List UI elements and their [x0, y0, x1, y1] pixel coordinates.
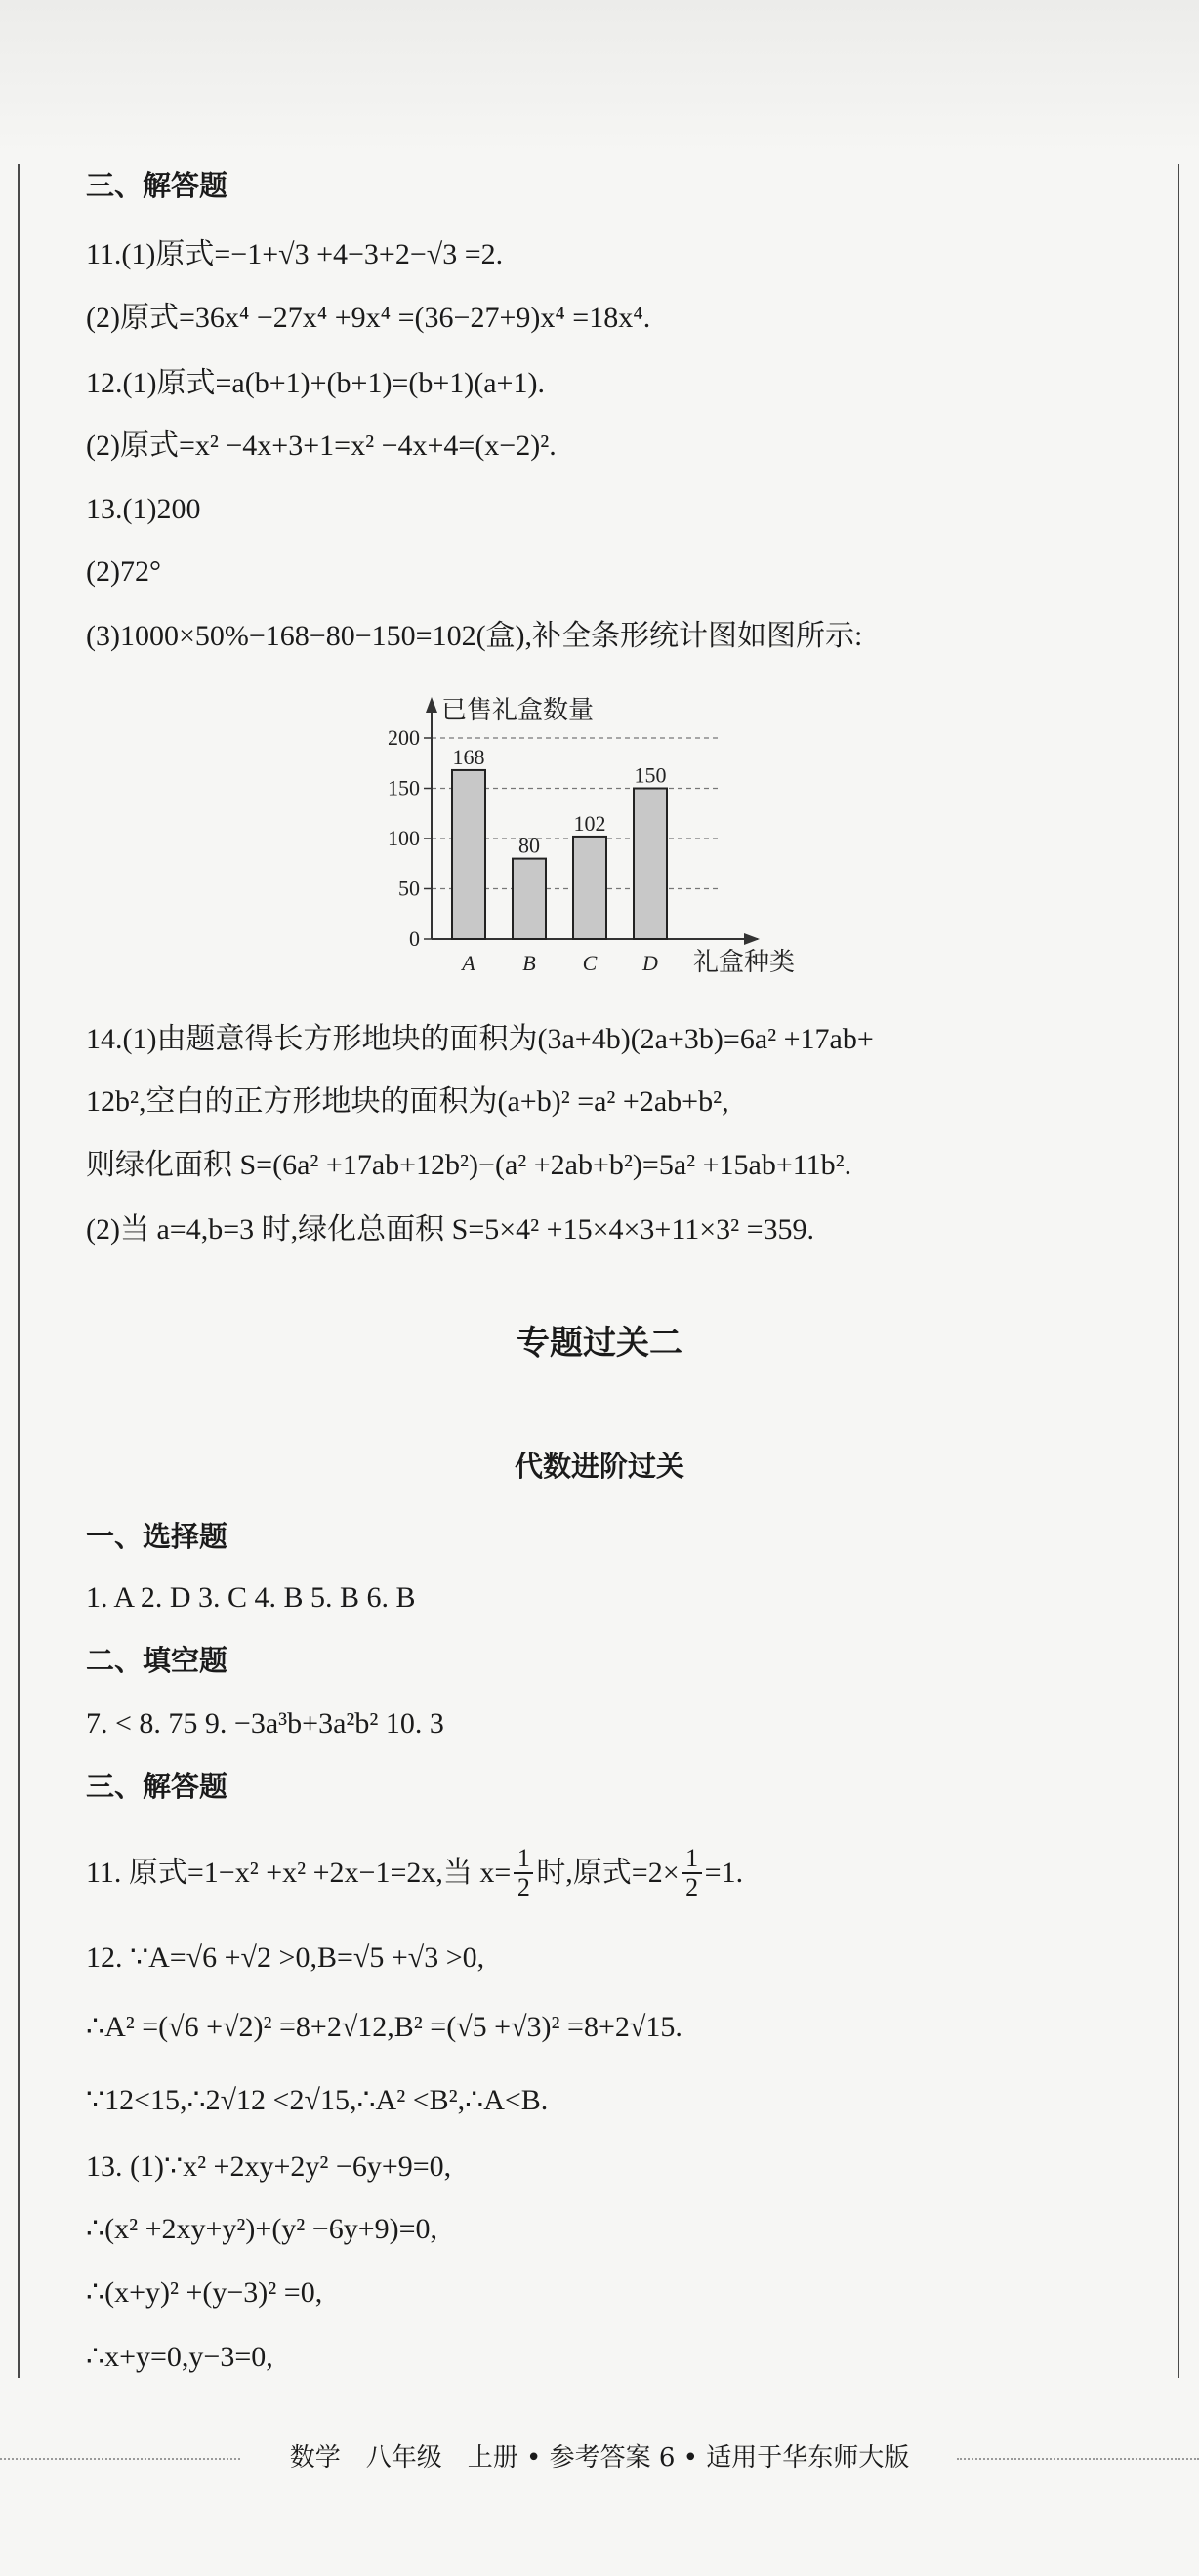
- y-axis-title: 已售礼盒数量: [441, 696, 595, 725]
- bar-value-label: 102: [573, 810, 606, 836]
- x-tick-label: D: [642, 951, 658, 975]
- x-tick-label: C: [582, 951, 598, 975]
- answer-line: (3)1000×50%−168−80−150=102(盒),补全条形统计图如图所示:: [86, 620, 863, 652]
- fraction-denominator: 2: [517, 1873, 530, 1901]
- answer-line: ∴A² =(√6 +√2)² =8+2√12,B² =(√5 +√3)² =8+2√15.: [86, 2011, 682, 2043]
- fraction: [514, 1845, 533, 1901]
- section-heading: 二、填空题: [86, 1644, 228, 1677]
- footer-text: 数学 八年级 上册 • 参考答案 6 • 适用于华东师大版: [289, 2443, 910, 2473]
- answer-line: 1. A 2. D 3. C 4. B 5. B 6. B: [86, 1581, 416, 1614]
- answer-line: ∴(x² +2xy+y²)+(y² −6y+9)=0,: [86, 2213, 438, 2245]
- answer-line: 7. < 8. 75 9. −3a³b+3a²b² 10. 3: [86, 1707, 444, 1739]
- x-axis-title: 礼盒种类: [693, 948, 796, 977]
- y-tick-label: 50: [398, 876, 420, 901]
- subtopic-title: 代数进阶过关: [514, 1450, 684, 1483]
- section-heading: 三、解答题: [86, 169, 228, 202]
- answer-line: 13. (1)∵x² +2xy+2y² −6y+9=0,: [86, 2150, 452, 2183]
- fraction-numerator: 1: [685, 1844, 699, 1872]
- answer-line: 则绿化面积 S=(6a² +17ab+12b²)−(a² +2ab+b²)=5a² +15ab+11b².: [86, 1149, 852, 1181]
- answer-line: 12.(1)原式=a(b+1)+(b+1)=(b+1)(a+1).: [86, 367, 545, 399]
- topic-title: 专题过关二: [517, 1324, 682, 1363]
- y-tick-label: 150: [388, 775, 420, 800]
- right-margin-rule: [1178, 164, 1179, 2378]
- answer-line: ∴(x+y)² +(y−3)² =0,: [86, 2276, 323, 2309]
- answer-line: 13.(1)200: [86, 493, 201, 525]
- bar-value-label: 80: [518, 833, 540, 858]
- answer-line: (2)原式=x² −4x+3+1=x² −4x+4=(x−2)².: [86, 429, 557, 462]
- y-tick-label: 100: [388, 826, 420, 850]
- fraction-denominator: 2: [685, 1873, 699, 1901]
- answer-line: ∵12<15,∴2√12 <2√15,∴A² <B²,∴A<B.: [86, 2084, 549, 2116]
- bar-value-label: 168: [452, 744, 485, 769]
- y-tick-label: 200: [388, 725, 420, 750]
- answer-text: 11. 原式=1−x² +x² +2x−1=2x,当 x=: [86, 1857, 512, 1889]
- bar-chart: [367, 689, 826, 984]
- x-tick-label: A: [462, 951, 475, 975]
- bar: [513, 859, 546, 939]
- bar-value-label: 150: [634, 762, 667, 788]
- answer-line: (2)72°: [86, 555, 161, 588]
- y-axis-arrow: [426, 697, 437, 713]
- answer-line: 12b²,空白的正方形地块的面积为(a+b)² =a² +2ab+b²,: [86, 1085, 729, 1118]
- page-top-shade: [0, 0, 1199, 156]
- page-footer: [0, 2438, 1199, 2477]
- answer-line: 14.(1)由题意得长方形地块的面积为(3a+4b)(2a+3b)=6a² +17ab+: [86, 1023, 874, 1055]
- answer-line: (2)原式=36x⁴ −27x⁴ +9x⁴ =(36−27+9)x⁴ =18x⁴.: [86, 302, 651, 334]
- section-heading: 三、解答题: [86, 1770, 228, 1803]
- answer-text: =1.: [704, 1857, 744, 1889]
- y-tick-label: 0: [409, 926, 420, 951]
- x-axis-arrow: [744, 933, 760, 945]
- answer-line-with-fraction: [86, 1845, 743, 1901]
- bar: [452, 770, 485, 939]
- answer-line: ∴x+y=0,y−3=0,: [86, 2341, 273, 2373]
- fraction-numerator: 1: [517, 1844, 530, 1872]
- answer-text: 时,原式=2×: [536, 1857, 680, 1889]
- answer-line: 12. ∵A=√6 +√2 >0,B=√5 +√3 >0,: [86, 1942, 485, 1974]
- bar: [634, 789, 667, 940]
- answer-line: (2)当 a=4,b=3 时,绿化总面积 S=5×4² +15×4×3+11×3² =359.: [86, 1213, 815, 1246]
- x-tick-label: B: [522, 951, 536, 975]
- answer-line: 11.(1)原式=−1+√3 +4−3+2−√3 =2.: [86, 238, 504, 270]
- section-heading: 一、选择题: [86, 1520, 228, 1553]
- bar: [573, 837, 606, 939]
- fraction: [682, 1845, 702, 1901]
- left-margin-rule: [18, 164, 20, 2378]
